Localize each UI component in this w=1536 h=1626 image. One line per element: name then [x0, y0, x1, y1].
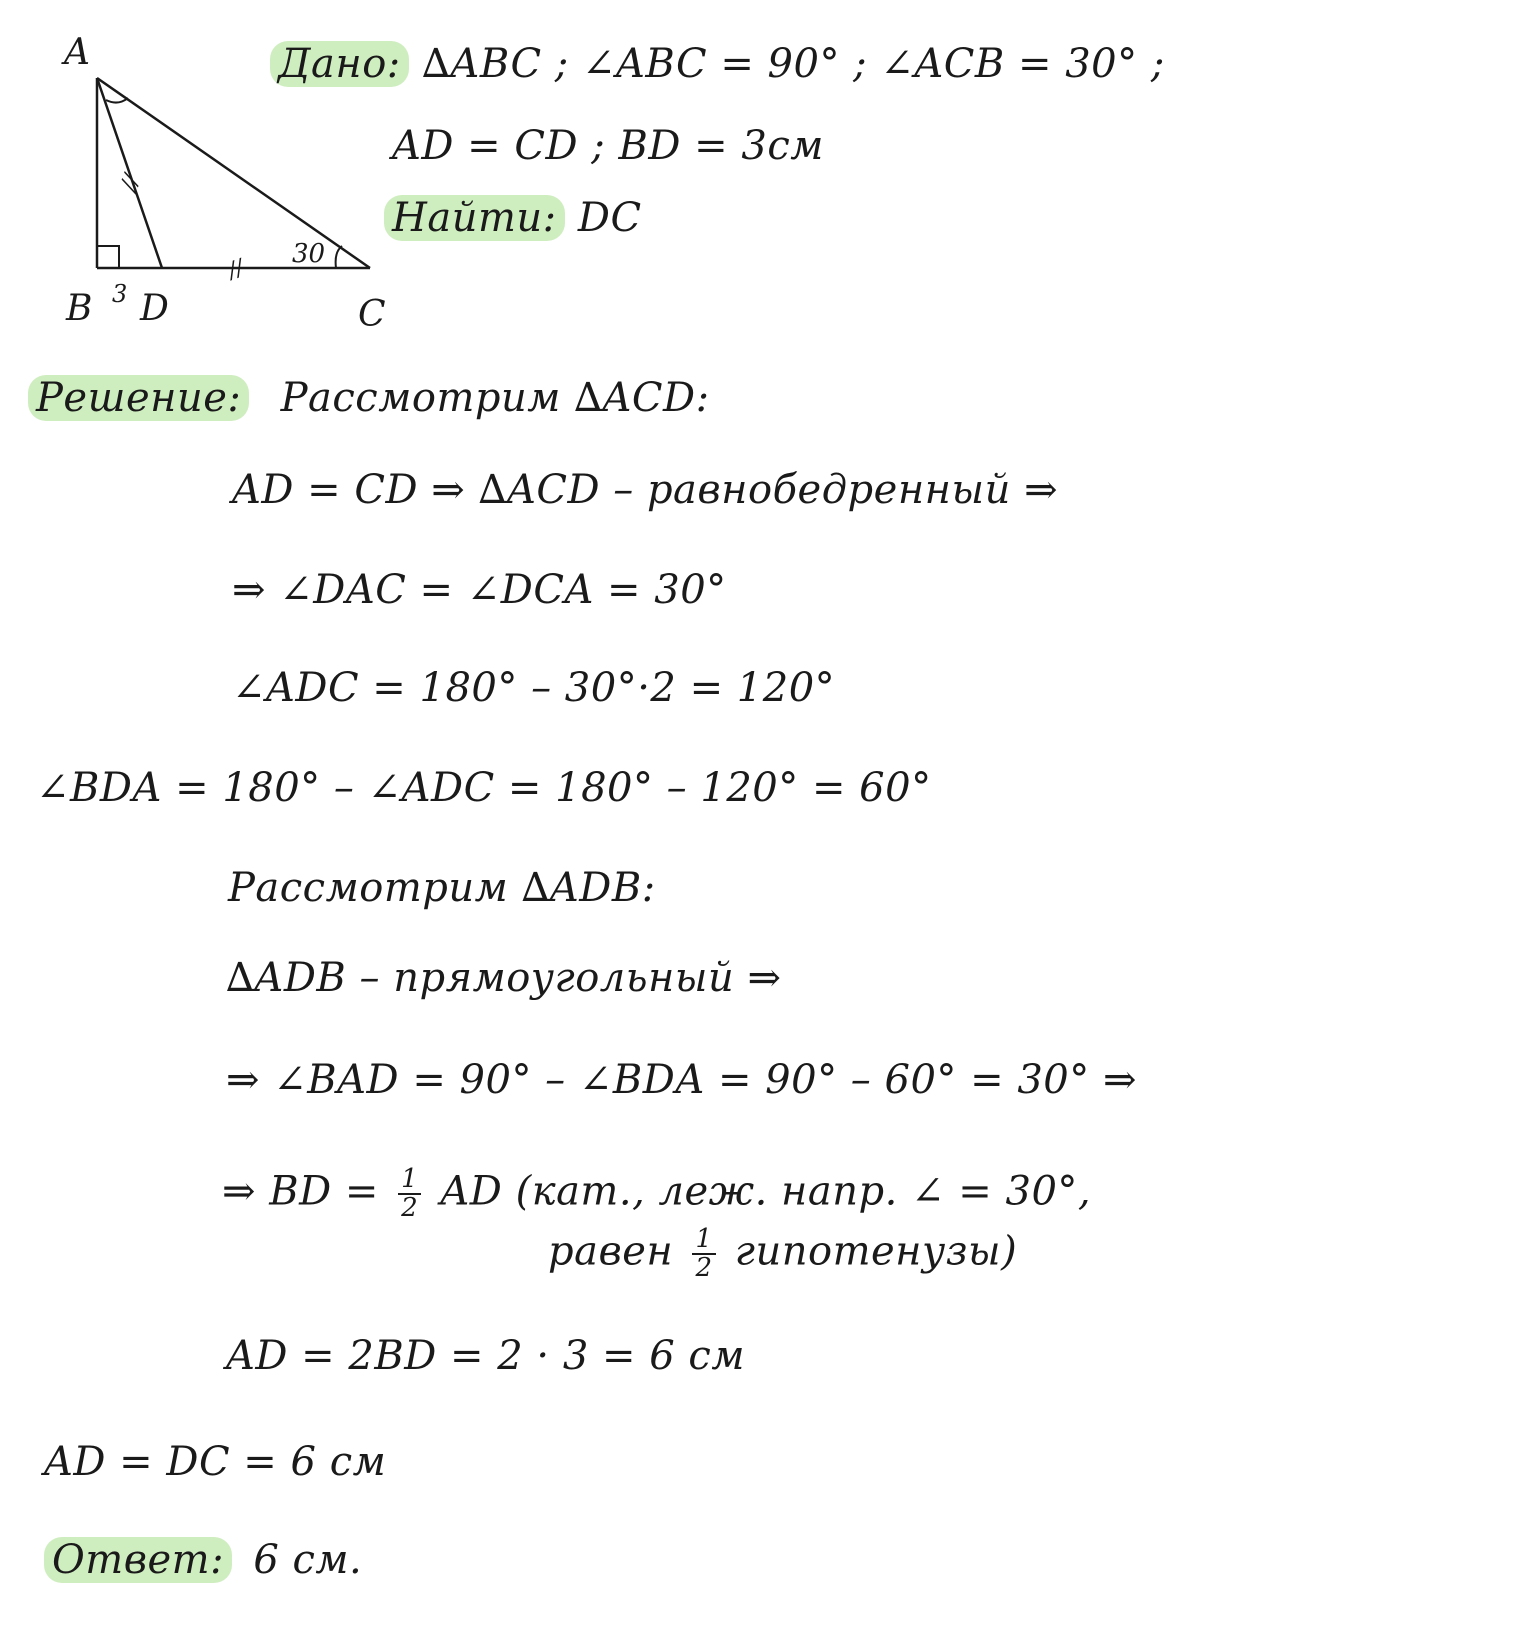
solution-line-consider-acd: [28, 376, 710, 420]
answer-line: [44, 1538, 362, 1582]
tick-mark-ad: //: [116, 171, 145, 195]
fraction-denominator: 2: [401, 1193, 419, 1224]
answer-value: 6 см.: [253, 1537, 363, 1583]
solution-line-consider-adb: Рассмотрим ∆ADB:: [228, 865, 656, 911]
vertex-label-b: B: [66, 288, 93, 329]
answer-label: Ответ:: [44, 1537, 232, 1583]
consider-acd-text: Рассмотрим ∆ACD:: [280, 375, 710, 421]
right-angle-mark: [97, 246, 119, 268]
given-text-1: ∆ABC ; ∠ABC = 90° ; ∠ACB = 30° ;: [422, 41, 1165, 87]
rule-suffix: гипотенузы): [734, 1228, 1018, 1275]
fraction-numerator: 1: [398, 1166, 421, 1195]
solution-line-angles-equal: ⇒ ∠DAC = ∠DCA = 30°: [232, 567, 727, 613]
fraction-denominator-2: 2: [695, 1253, 713, 1284]
solution-line-ad-dc: AD = DC = 6 см: [44, 1439, 387, 1485]
solution-label: Решение:: [28, 375, 249, 421]
given-line-2: [392, 124, 824, 168]
fraction-one-half: [398, 1166, 421, 1223]
given-label: Дано:: [270, 41, 409, 87]
solution-line-right-triangle: ∆ADB – прямоугольный ⇒: [226, 955, 782, 1001]
solution-line-angle-adc: ∠ADC = 180° – 30°·2 = 120°: [232, 665, 836, 711]
solution-line-bd-rule: [222, 1166, 1091, 1223]
solution-line-angle-bda: ∠BDA = 180° – ∠ADC = 180° – 120° = 60°: [36, 765, 932, 811]
solution-line-ad-calc: AD = 2BD = 2 · 3 = 6 см: [226, 1333, 745, 1379]
vertex-label-d: D: [140, 288, 169, 329]
solution-line-isosceles: AD = CD ⇒ ∆ACD – равнобедренный ⇒: [232, 467, 1059, 513]
solution-line-rule-continued: [548, 1226, 1017, 1283]
find-label: Найти:: [384, 195, 565, 241]
fraction-one-half-2: [692, 1226, 715, 1283]
bd-prefix: ⇒ BD =: [222, 1168, 379, 1215]
side-ac: [97, 78, 370, 268]
segment-label-bd: 3: [112, 280, 128, 308]
find-target: DC: [577, 195, 642, 241]
rule-prefix: равен: [548, 1228, 674, 1275]
given-text-2: AD = CD ; BD = 3см: [392, 123, 824, 169]
solution-line-angle-bad: ⇒ ∠BAD = 90° – ∠BDA = 90° – 60° = 30° ⇒: [226, 1057, 1137, 1103]
fraction-numerator-2: 1: [692, 1226, 715, 1255]
tick-mark-dc: //: [224, 255, 248, 284]
vertex-label-a: A: [64, 32, 90, 73]
bd-suffix: AD (кат., леж. напр. ∠ = 30°,: [440, 1168, 1092, 1215]
segment-ad: [97, 78, 162, 268]
angle-label-c: 30: [292, 239, 326, 269]
given-line-1: [270, 42, 1165, 86]
vertex-label-c: C: [358, 294, 386, 335]
find-line: [384, 196, 642, 240]
